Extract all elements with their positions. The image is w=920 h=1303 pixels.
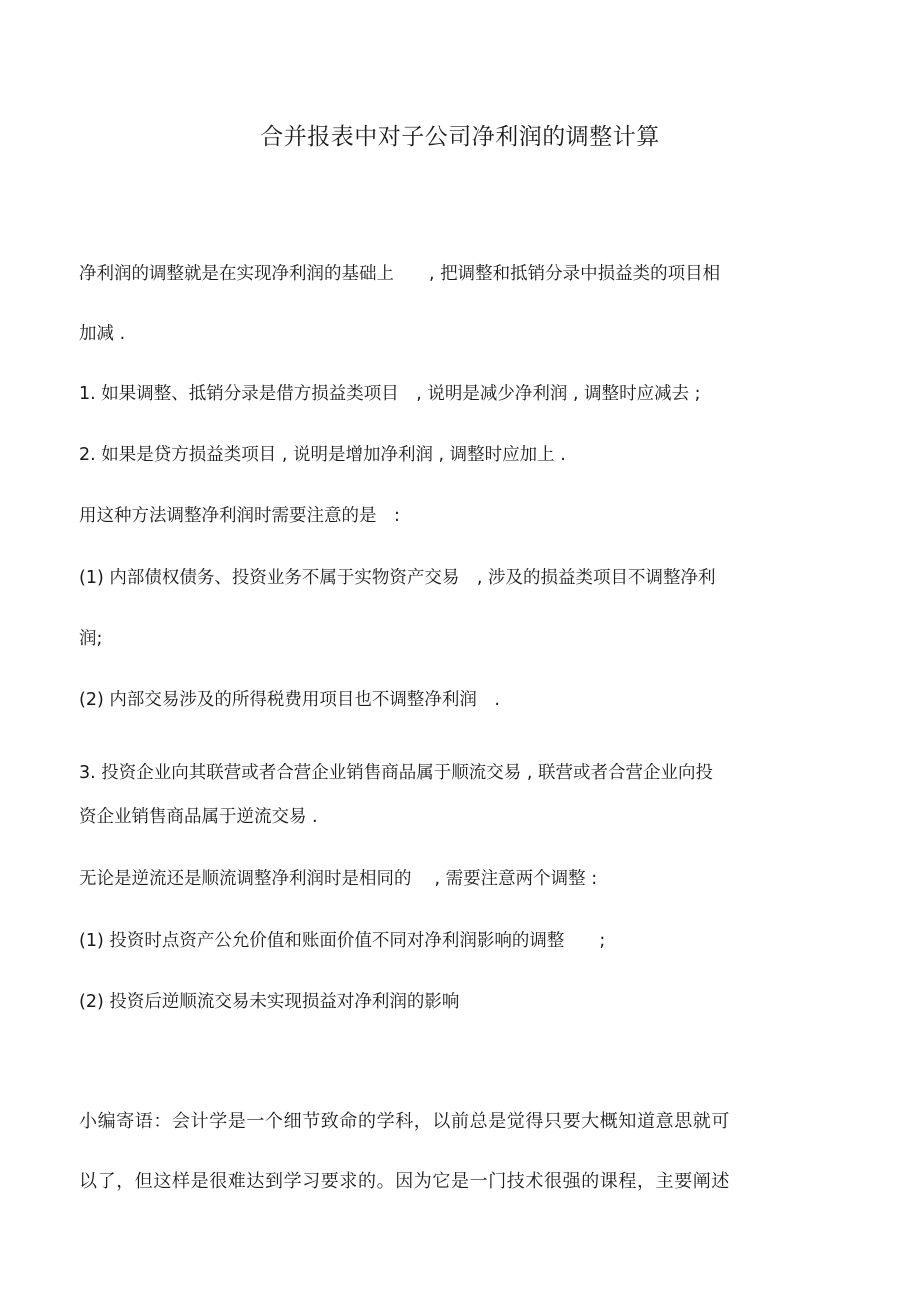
body-line: (2) 投资后逆顺流交易未实现损益对净利润的影响 bbox=[79, 992, 460, 1012]
editor-note-line: 小编寄语：会计学是一个细节致命的学科，以前总是觉得只要大概知道意思就可 bbox=[79, 1111, 730, 1132]
body-line: 净利润的调整就是在实现净利润的基础上 , 把调整和抵销分录中损益类的项目相 bbox=[79, 264, 721, 284]
body-line: 用这种方法调整净利润时需要注意的是 : bbox=[79, 506, 400, 526]
body-line: (1) 内部债权债务、投资业务不属于实物资产交易 , 涉及的损益类项目不调整净利 bbox=[79, 568, 716, 588]
body-line: (1) 投资时点资产公允价值和账面价值不同对净利润影响的调整 ; bbox=[79, 931, 606, 951]
body-line: 加减 . bbox=[79, 324, 126, 344]
body-line: 无论是逆流还是顺流调整净利润时是相同的 , 需要注意两个调整 : bbox=[79, 869, 598, 889]
editor-note-line: 以了，但这样是很难达到学习要求的。因为它是一门技术很强的课程，主要阐述 bbox=[79, 1171, 730, 1192]
body-line: 2. 如果是贷方损益类项目 , 说明是增加净利润 , 调整时应加上 . bbox=[79, 445, 566, 465]
body-line: 3. 投资企业向其联营或者合营企业销售商品属于顺流交易 , 联营或者合营企业向投 bbox=[79, 763, 713, 783]
body-line: 1. 如果调整、抵销分录是借方损益类项目 , 说明是减少净利润 , 调整时应减去 ; bbox=[79, 384, 701, 404]
document-title: 合并报表中对子公司净利润的调整计算 bbox=[260, 124, 660, 150]
body-line: (2) 内部交易涉及的所得税费用项目也不调整净利润 . bbox=[79, 690, 500, 710]
body-line: 资企业销售商品属于逆流交易 . bbox=[79, 807, 318, 827]
body-line: 润; bbox=[79, 629, 103, 649]
